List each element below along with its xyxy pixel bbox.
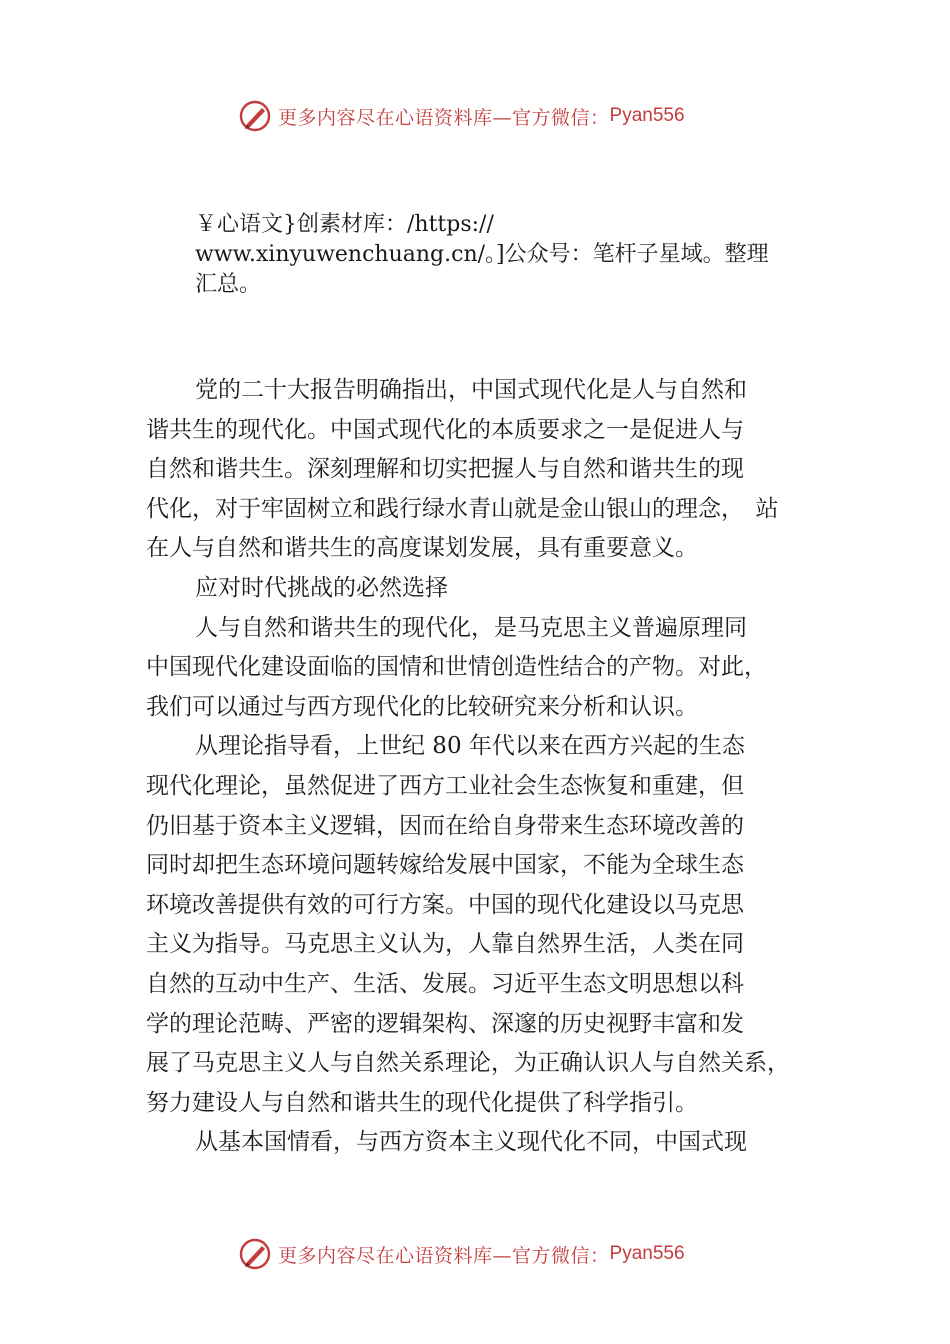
- body-line: 谐共生的现代化。中国式现代化的本质要求之一是促进人与: [146, 416, 744, 443]
- body-line: 从基本国情看，与西方资本主义现代化不同，中国式现: [195, 1129, 747, 1156]
- body-line: 主义为指导。马克思主义认为，人靠自然界生活，人类在同: [146, 931, 744, 958]
- body-line: 中国现代化建设面临的国情和世情创造性结合的产物。对此，: [146, 654, 767, 681]
- intro-line: www.xinyuwenchuang.cn/。]公众号：笔杆子星域。整理: [195, 242, 769, 267]
- body-line: 现代化理论，虽然促进了西方工业社会生态恢复和重建，但: [146, 772, 744, 799]
- intro-line: 汇总。: [195, 272, 262, 297]
- body-line: 自然和谐共生。深刻理解和切实把握人与自然和谐共生的现: [146, 456, 744, 483]
- body-line: 展了马克思主义人与自然关系理论，为正确认识人与自然关系，: [146, 1050, 790, 1077]
- body-line: 同时却把生态环境问题转嫁给发展中国家，不能为全球生态: [146, 852, 744, 879]
- body-line: 人与自然和谐共生的现代化，是马克思主义普遍原理同: [195, 614, 747, 641]
- banner-wechat-id: Pyan556: [609, 105, 685, 126]
- pen-logo-icon: [238, 1237, 272, 1271]
- banner-text: 更多内容尽在心语资料库—官方微信：: [278, 106, 610, 129]
- body-line: 环境改善提供有效的可行方案。中国的现代化建设以马克思: [146, 891, 744, 918]
- body-line: 学的理论范畴、严密的逻辑架构、深邃的历史视野丰富和发: [146, 1010, 744, 1037]
- pen-logo-icon: [238, 99, 272, 133]
- body-line: 代化，对于牢固树立和践行绿水青山就是金山银山的理念， 站: [146, 495, 779, 522]
- body-line: 党的二十大报告明确指出，中国式现代化是人与自然和: [195, 377, 747, 403]
- body-line: 从理论指导看，上世纪 80 年代以来在西方兴起的生态: [195, 733, 745, 760]
- body-line: 自然的互动中生产、生活、发展。习近平生态文明思想以科: [146, 970, 744, 997]
- intro-line: ￥心语文}创素材库：/https://: [195, 212, 494, 237]
- section-heading: 应对时代挑战的必然选择: [195, 574, 448, 601]
- header-banner: [238, 96, 758, 136]
- article-body: [146, 371, 836, 1163]
- footer-banner: [238, 1234, 758, 1274]
- banner-wechat-id: Pyan556: [609, 1243, 685, 1264]
- body-line: 在人与自然和谐共生的高度谋划发展，具有重要意义。: [146, 535, 698, 562]
- body-line: 我们可以通过与西方现代化的比较研究来分析和认识。: [146, 693, 698, 720]
- body-line: 努力建设人与自然和谐共生的现代化提供了科学指引。: [146, 1089, 698, 1116]
- banner-text: 更多内容尽在心语资料库—官方微信：: [278, 1244, 610, 1267]
- intro-note: [195, 210, 835, 300]
- body-line: 仍旧基于资本主义逻辑，因而在给自身带来生态环境改善的: [146, 812, 744, 839]
